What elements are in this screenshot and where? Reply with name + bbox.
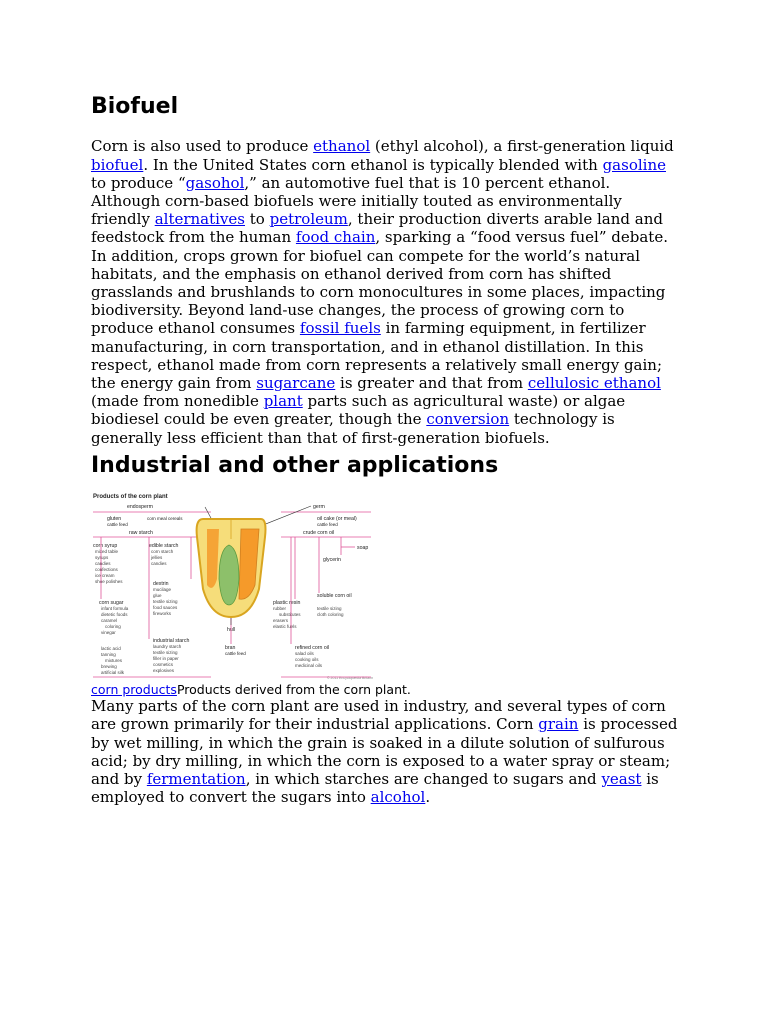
- figure-caption: [91, 682, 679, 697]
- corn-products-svg: [91, 489, 373, 683]
- soluble-item: cloth coloring: [317, 612, 344, 618]
- label-endosperm: endosperm: [127, 504, 153, 511]
- label-corn-meal: corn meal cereals: [147, 516, 183, 522]
- plastic-item: substitutes: [279, 612, 301, 618]
- inline-link-fermentation[interactable]: fermentation: [146, 770, 246, 789]
- syrup-item: ice cream: [95, 573, 115, 579]
- text-run: , their production diverts arable land and feedstock from the human: [91, 210, 663, 247]
- text-run: technology is generally less efficient than that of first-generation biofuels.: [91, 410, 615, 447]
- section-heading-industrial: Industrial and other applications: [91, 452, 499, 478]
- label-bran-feed: cattle feed: [225, 651, 246, 657]
- inline-link-biofuel[interactable]: biofuel: [91, 155, 144, 174]
- label-plastic-resin: plastic resin: [273, 600, 301, 607]
- sugar-item: tanning: [101, 652, 116, 658]
- label-edible-starch: edible starch: [149, 543, 179, 550]
- label-oil-cake: oil cake (or meal): [317, 516, 357, 523]
- text-run: (ethyl alcohol), a first-generation liquid: [370, 137, 674, 156]
- industrial-paragraph: [91, 697, 679, 806]
- label-glycerin: glycerin: [323, 557, 341, 564]
- sugar-item: mixtures: [105, 658, 123, 664]
- edible-item: corn starch: [151, 549, 174, 555]
- text-run: is greater and that from: [335, 374, 528, 393]
- label-crude-oil: crude corn oil: [303, 530, 335, 537]
- refined-item: medicinal oils: [295, 663, 323, 669]
- corn-products-diagram: [91, 489, 373, 683]
- biofuel-paragraph: [91, 137, 679, 446]
- industrial-item: filler in paper: [153, 656, 179, 662]
- label-raw-starch: raw starch: [129, 530, 153, 537]
- inline-link-yeast[interactable]: yeast: [601, 770, 642, 789]
- inline-link-grain[interactable]: grain: [538, 715, 579, 734]
- dextrin-item: glue: [153, 593, 162, 599]
- syrup-item: candies: [95, 561, 111, 567]
- sugar-item: infant formula: [101, 606, 129, 612]
- label-germ: germ: [313, 504, 325, 511]
- label-gluten: gluten: [107, 516, 122, 523]
- inline-link-petroleum[interactable]: petroleum: [269, 210, 348, 229]
- sugar-item: lactic acid: [101, 646, 121, 652]
- label-gluten-feed: cattle feed: [107, 522, 128, 528]
- text-run: to produce “: [91, 173, 186, 192]
- text-run: is employed to convert the sugars into: [91, 770, 659, 807]
- inline-link-alcohol[interactable]: alcohol: [370, 788, 426, 807]
- text-run: , sparking a “food versus fuel” debate. In addition, crops grown for biofuel can compete for the world’s natural habitats, and the emphasis on ethanol derived from corn has shifted grasslands and brushlands to corn monocultures in some places, impacting biodiversity. Beyond land-use changes, the process of growing corn to produce ethanol consumes: [91, 228, 668, 338]
- diagram-credit: © 2011 Encyclopædia Britannica: [327, 676, 373, 681]
- diagram-title: Products of the corn plant: [93, 494, 168, 501]
- plastic-item: erasers: [273, 618, 289, 624]
- label-dextrin: dextrin: [153, 581, 169, 588]
- label-bran: bran: [225, 645, 236, 652]
- corn-kernel-illustration: [197, 519, 266, 617]
- refined-item: cooking oils: [295, 657, 319, 663]
- edible-item: jellies: [151, 555, 163, 561]
- inline-link-plant[interactable]: plant: [263, 392, 303, 411]
- text-run: in farming equipment, in fertilizer manufacturing, in corn transportation, and in ethanol distillation. In this respect, ethanol made from corn represents a relatively small energy gain; the energy gain from: [91, 319, 662, 393]
- dextrin-item: textile sizing: [153, 599, 178, 605]
- label-corn-sugar: corn sugar: [99, 600, 124, 607]
- text-run: to: [245, 210, 270, 229]
- dextrin-item: mucilage: [153, 587, 172, 593]
- inline-link-food-chain[interactable]: food chain: [295, 228, 376, 247]
- industrial-item: explosives: [153, 668, 175, 674]
- label-industrial-starch: industrial starch: [153, 638, 190, 645]
- text-run: . In the United States corn ethanol is typically blended with: [143, 155, 603, 174]
- text-run: .: [425, 788, 431, 807]
- sugar-item: caramel: [101, 618, 118, 624]
- inline-link-alternatives[interactable]: alternatives: [154, 210, 245, 229]
- inline-link-sugarcane[interactable]: sugarcane: [256, 374, 336, 393]
- label-soluble-oil-1: soluble corn oil: [317, 593, 352, 600]
- plastic-item: rubber: [273, 606, 287, 612]
- sugar-item: dietetic foods: [101, 612, 128, 618]
- inline-link-cellulosic-ethanol[interactable]: cellulosic ethanol: [527, 374, 661, 393]
- syrup-item: mixed table: [95, 549, 119, 555]
- label-soap: soap: [357, 545, 369, 552]
- sugar-item: brewing: [101, 664, 117, 670]
- text-run: parts such as agricultural waste) or algae biodiesel could be even greater, though the: [91, 392, 626, 429]
- text-run: Many parts of the corn plant are used in industry, and several types of corn are grown primarily for their industrial applications. Corn: [91, 697, 666, 734]
- inline-link-ethanol[interactable]: ethanol: [313, 137, 371, 156]
- text-run: , in which starches are changed to sugars and: [245, 770, 602, 789]
- industrial-item: cosmetics: [153, 662, 174, 668]
- text-run: (made from nonedible: [91, 392, 264, 411]
- label-hull: hull: [227, 627, 236, 634]
- dextrin-item: food sauces: [153, 605, 178, 611]
- inline-link-fossil-fuels[interactable]: fossil fuels: [299, 319, 381, 338]
- sugar-item: vinegar: [101, 630, 116, 636]
- text-run: Corn is also used to produce: [91, 137, 314, 156]
- sugar-item: artificial silk: [101, 670, 125, 676]
- inline-link-gasohol[interactable]: gasohol: [185, 173, 245, 192]
- text-run: ,” an automotive fuel that is 10 percent ethanol. Although corn-based biofuels were initially touted as environmentally friendly: [91, 173, 622, 229]
- syrup-item: confections: [95, 567, 118, 573]
- label-oil-cake-feed: cattle feed: [317, 522, 338, 528]
- inline-link-gasoline[interactable]: gasoline: [602, 155, 666, 174]
- label-refined-oil: refined corn oil: [295, 645, 330, 652]
- sugar-item: coloring: [105, 624, 121, 630]
- edible-item: candies: [151, 561, 167, 567]
- article: [91, 88, 679, 806]
- syrup-item: shoe polishes: [95, 579, 123, 585]
- industrial-item: laundry starch: [153, 644, 182, 650]
- corn-products-link[interactable]: corn products: [91, 682, 177, 698]
- label-corn-syrup: corn syrup: [93, 543, 118, 550]
- section-heading-biofuel: Biofuel: [91, 94, 179, 119]
- text-run: is processed by wet milling, in which the grain is soaked in a dilute solution of sulfurous acid; by dry milling, in which the corn is exposed to a water spray or steam; and by: [91, 715, 678, 789]
- caption-text: Products derived from the corn plant.: [176, 682, 411, 698]
- plastic-item: elastic fuels: [273, 624, 297, 630]
- inline-link-conversion[interactable]: conversion: [426, 410, 510, 429]
- dextrin-item: fireworks: [153, 611, 172, 617]
- syrup-item: syrups: [95, 555, 109, 561]
- refined-item: salad oils: [295, 651, 314, 657]
- industrial-item: textile sizing: [153, 650, 178, 656]
- soluble-item: textile sizing: [317, 606, 342, 612]
